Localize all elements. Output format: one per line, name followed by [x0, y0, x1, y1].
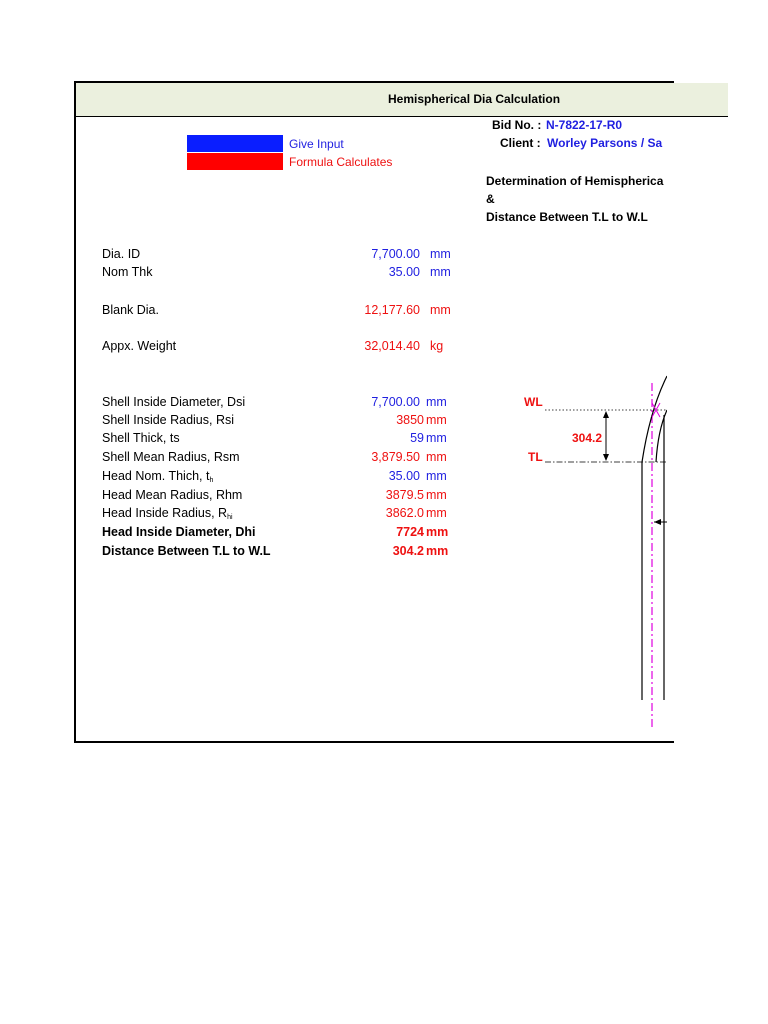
client-label: Client : [500, 136, 541, 150]
head-inner-curve [656, 410, 667, 462]
dsi-unit: mm [426, 395, 447, 409]
bid-value[interactable]: N-7822-17-R0 [546, 118, 623, 132]
ts-label: Shell Thick, ts [102, 431, 180, 445]
rhi-unit: mm [426, 506, 447, 520]
th-label: Head Nom. Thich, $t_h$ [102, 469, 214, 484]
nom-thk-value[interactable]: 35.00 [388, 265, 420, 279]
ts-unit: mm [426, 431, 447, 445]
tl-wl-value: 304.2 [392, 544, 424, 558]
weight-label: Appx. Weight [102, 339, 177, 353]
dia-id-value[interactable]: 7,700.00 [371, 247, 420, 261]
wl-label: WL [524, 395, 543, 409]
rhi-value: 3862.0 [385, 506, 424, 520]
nom-thk-label: Nom Thk [102, 265, 153, 279]
rsm-unit: mm [426, 450, 447, 464]
th-value[interactable]: 35.00 [388, 469, 420, 483]
blank-dia-unit: mm [430, 303, 451, 317]
dsi-value[interactable]: 7,700.00 [371, 395, 420, 409]
tl-wl-label: Distance Between T.L to W.L [102, 544, 271, 558]
weight-unit: kg [430, 339, 444, 353]
rsi-unit: mm [426, 413, 447, 427]
dhi-label: Head Inside Diameter, Dhi [102, 525, 256, 539]
rhm-label: Head Mean Radius, Rhm [102, 488, 243, 502]
bid-label: Bid No. : [492, 118, 542, 132]
determination-line1: Determination of Hemispherica [486, 174, 664, 188]
client-value[interactable]: Worley Parsons / Sa [547, 136, 663, 150]
legend-input-label: Give Input [289, 137, 344, 151]
tl-label: TL [528, 450, 543, 464]
determination-line2: & [486, 192, 495, 206]
dia-id-unit: mm [430, 247, 451, 261]
weight-value: 32,014.40 [364, 339, 420, 353]
dia-id-label: Dia. ID [102, 247, 141, 261]
rsm-value: 3,879.50 [371, 450, 420, 464]
dhi-unit: mm [426, 525, 449, 539]
nom-thk-unit: mm [430, 265, 451, 279]
rsi-value: 3850 [396, 413, 424, 427]
dimension-label: 304.2 [572, 431, 603, 445]
dhi-value: 7724 [396, 525, 424, 539]
rsm-label: Shell Mean Radius, Rsm [102, 450, 240, 464]
th-unit: mm [426, 469, 447, 483]
legend-formula-label: Formula Calculates [289, 155, 393, 169]
sheet-title: Hemispherical Dia Calculation [388, 92, 561, 106]
blank-dia-label: Blank Dia. [102, 303, 159, 317]
determination-line3: Distance Between T.L to W.L [486, 210, 648, 224]
tl-wl-unit: mm [426, 544, 449, 558]
blank-dia-value: 12,177.60 [364, 303, 420, 317]
rhm-value: 3879.5 [385, 488, 424, 502]
rhi-label: Head Inside Radius, $R_{hi}$ [102, 506, 233, 521]
rsi-label: Shell Inside Radius, Rsi [102, 413, 235, 427]
rhm-unit: mm [426, 488, 447, 502]
ts-value[interactable]: 59 [410, 431, 424, 445]
dsi-label: Shell Inside Diameter, Dsi [102, 395, 246, 409]
